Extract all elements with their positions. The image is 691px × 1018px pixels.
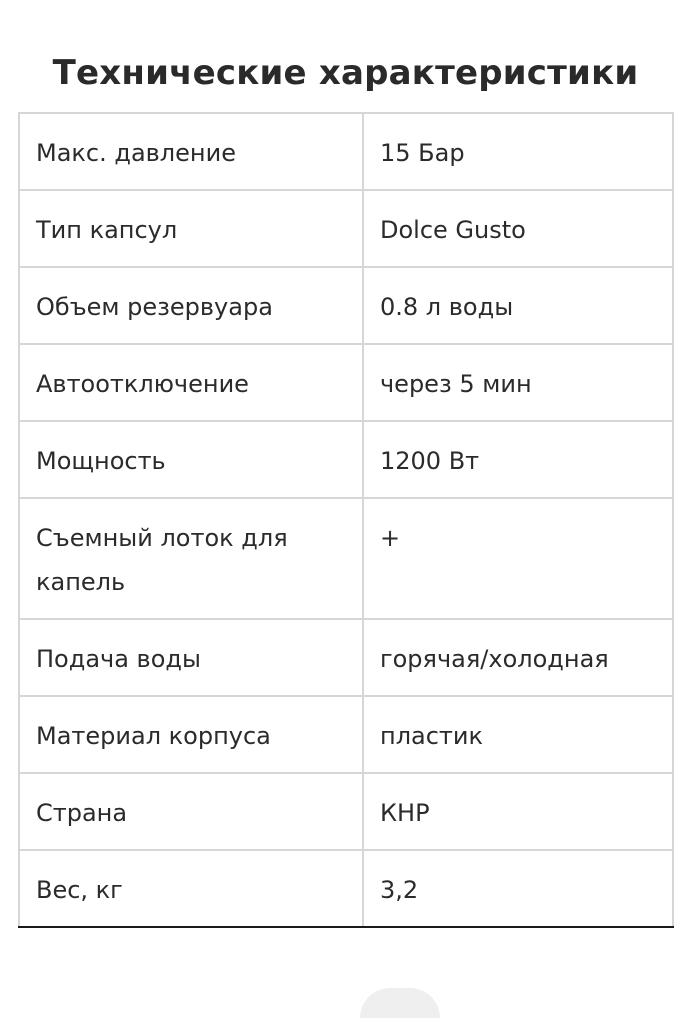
table-row — [19, 190, 673, 267]
spec-name: Вес, кг — [19, 850, 363, 927]
table-row — [19, 498, 673, 619]
spec-value: Dolce Gusto — [363, 190, 673, 267]
spec-name: Объем резервуара — [19, 267, 363, 344]
table-row — [19, 421, 673, 498]
spec-value: КНР — [363, 773, 673, 850]
table-row — [19, 696, 673, 773]
table-row — [19, 773, 673, 850]
spec-table — [18, 112, 674, 928]
table-row — [19, 267, 673, 344]
table-row — [19, 344, 673, 421]
table-row — [19, 619, 673, 696]
spec-name: Материал корпуса — [19, 696, 363, 773]
spec-value: 0.8 л воды — [363, 267, 673, 344]
spec-value: 3,2 — [363, 850, 673, 927]
spec-name: Страна — [19, 773, 363, 850]
spec-value: через 5 мин — [363, 344, 673, 421]
spec-value: + — [363, 498, 673, 619]
spec-value: 15 Бар — [363, 113, 673, 190]
spec-name: Автоотключение — [19, 344, 363, 421]
spec-value: горячая/холодная — [363, 619, 673, 696]
decorative-shape — [360, 988, 440, 1018]
spec-name: Тип капсул — [19, 190, 363, 267]
spec-name: Мощность — [19, 421, 363, 498]
table-row — [19, 113, 673, 190]
table-row — [19, 850, 673, 927]
spec-value: 1200 Вт — [363, 421, 673, 498]
spec-name: Подача воды — [19, 619, 363, 696]
spec-value: пластик — [363, 696, 673, 773]
spec-name: Съемный лоток для капель — [19, 498, 363, 619]
page-title: Технические характеристики — [52, 53, 639, 93]
spec-name: Макс. давление — [19, 113, 363, 190]
